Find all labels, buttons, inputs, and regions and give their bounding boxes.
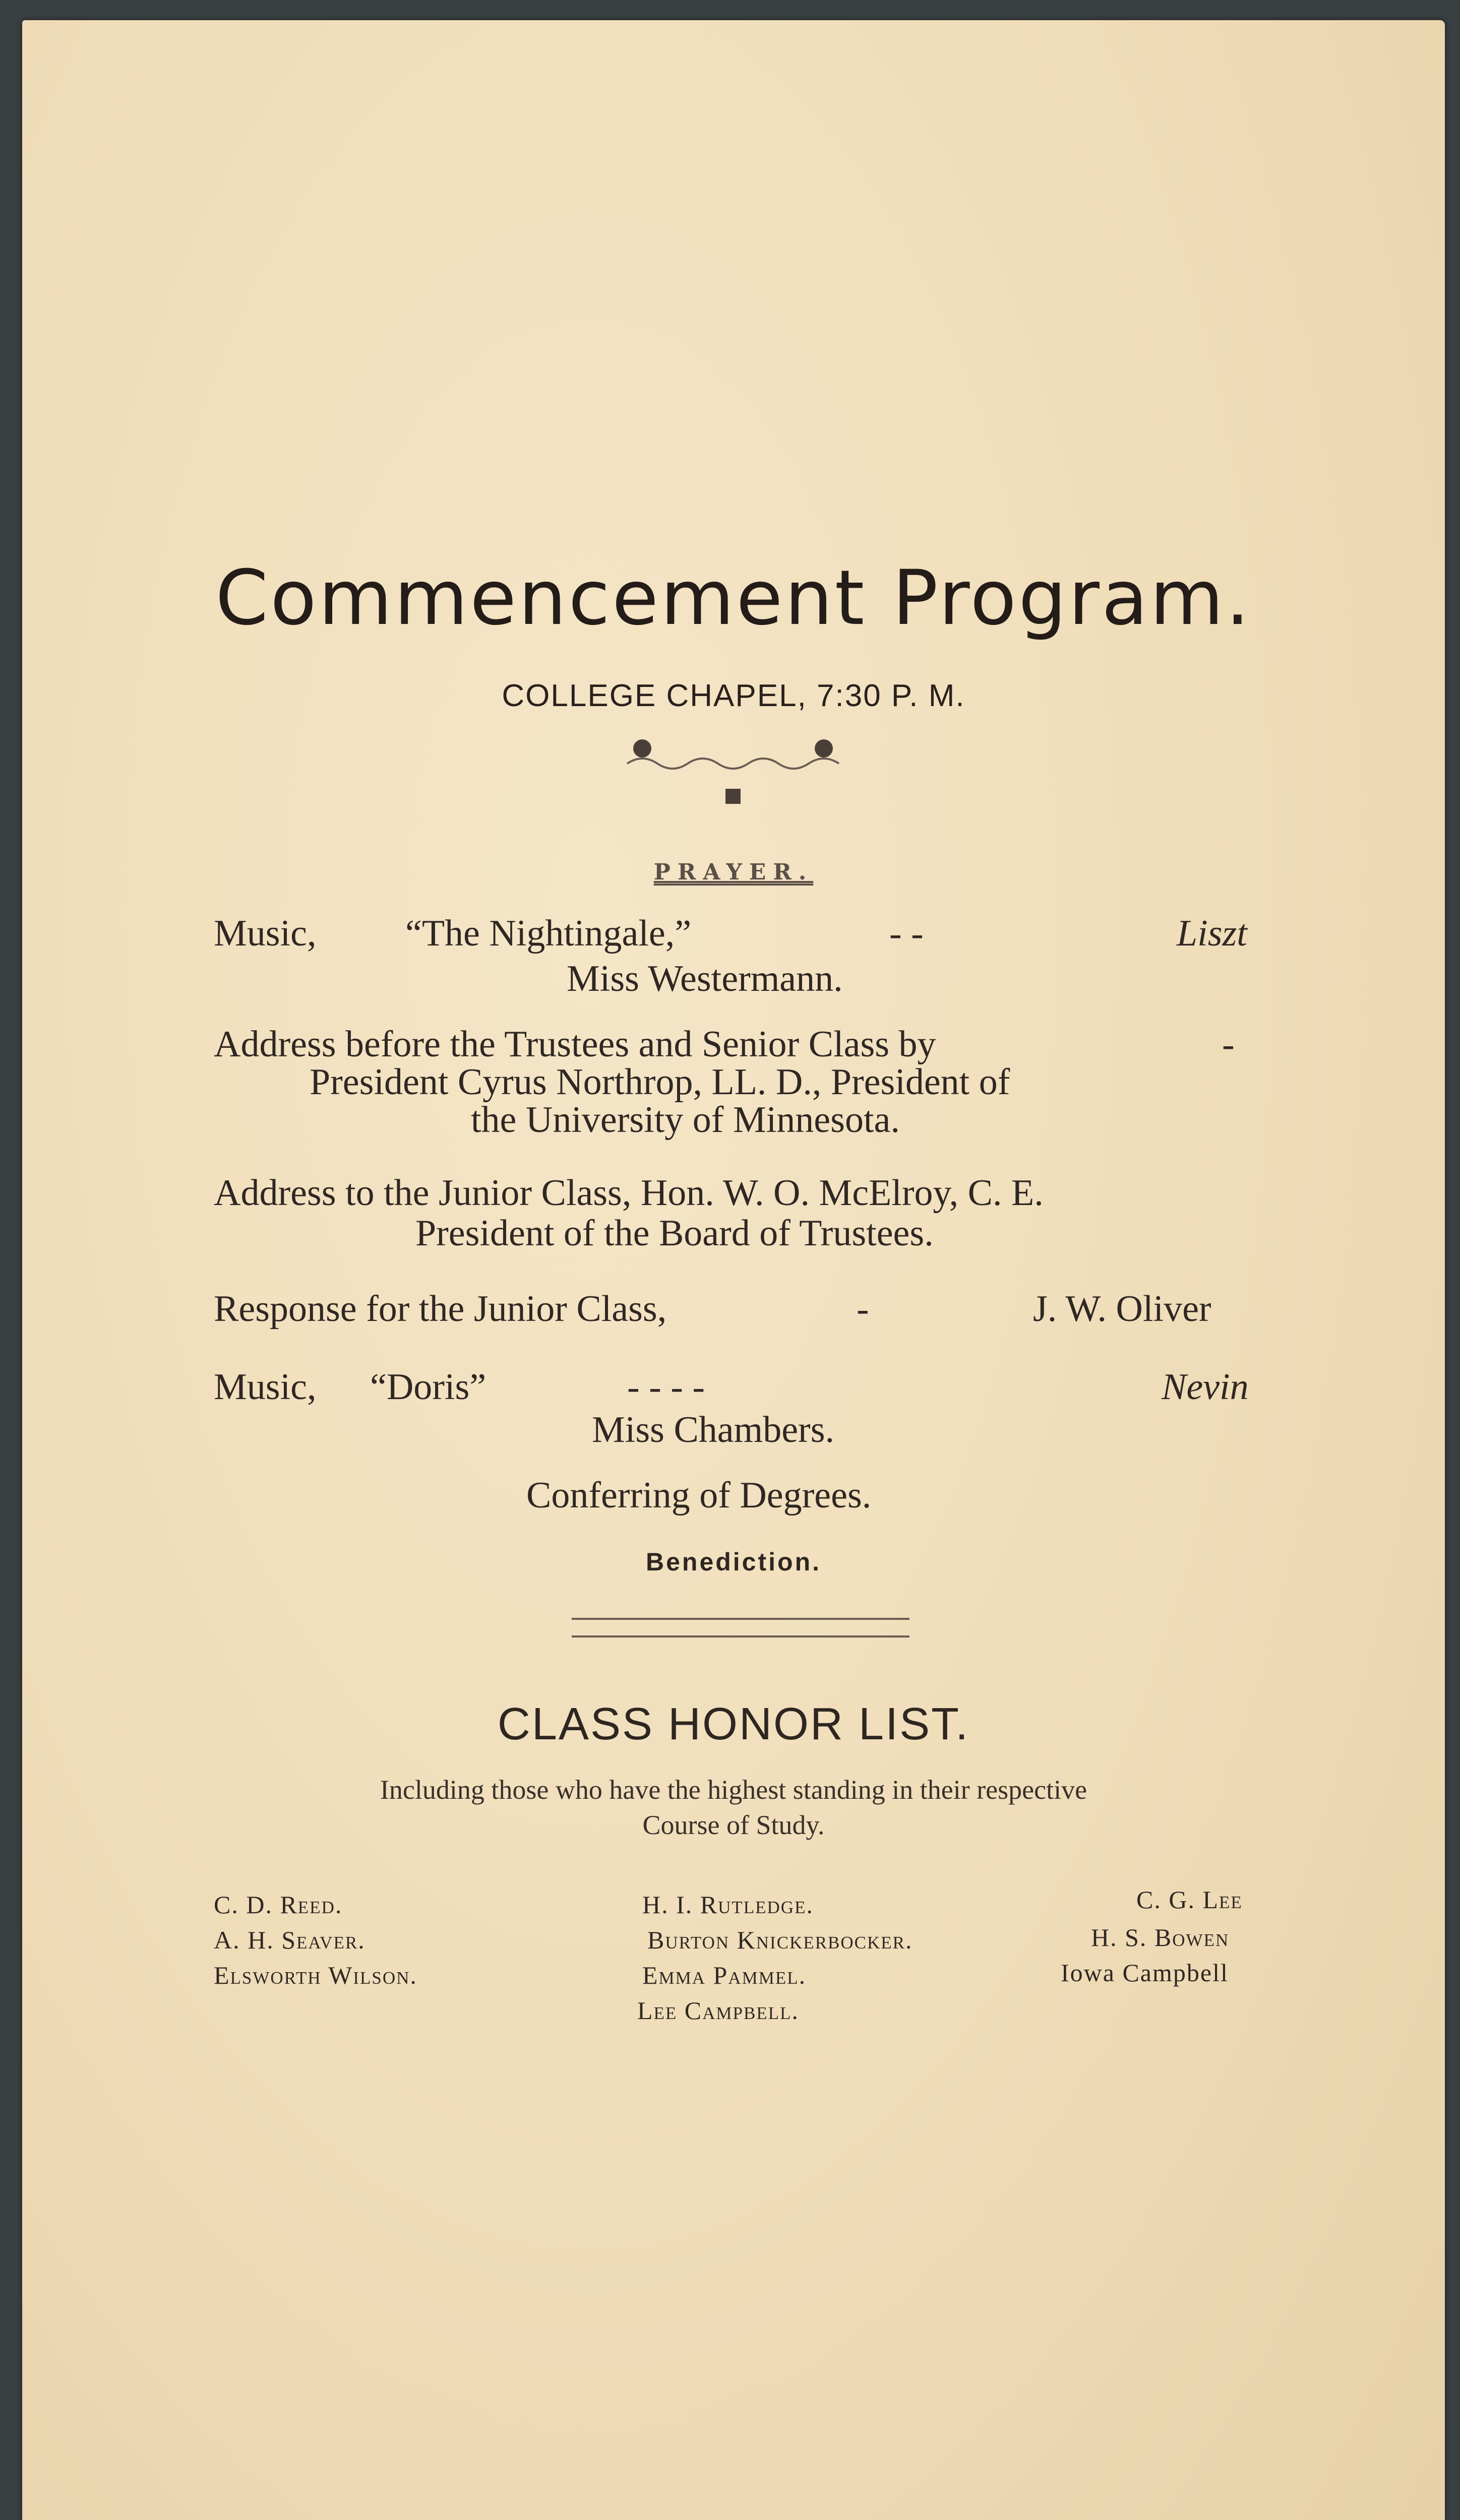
honor-name: Emma Pammel. — [642, 1961, 807, 1989]
address1-line1: Address before the Trustees and Senior Class by — [214, 1024, 936, 1065]
honor-name: H. S. Bowen — [1091, 1923, 1230, 1951]
music1-performer: Miss Westermann. — [567, 958, 843, 999]
music2-piece: “Doris” — [370, 1366, 486, 1408]
honor-name: Lee Campbell. — [637, 1996, 799, 2025]
program-title: Commencement Program. — [215, 554, 1252, 642]
divider-rule-bottom — [572, 1635, 909, 1637]
response-label: Response for the Junior Class, — [214, 1288, 667, 1330]
music2-label: Music, — [214, 1366, 317, 1408]
music1-label: Music, — [214, 913, 317, 954]
honor-name: Elsworth Wilson. — [214, 1961, 417, 1989]
address1-line3: the University of Minnesota. — [471, 1099, 900, 1141]
address2-line1: Address to the Junior Class, Hon. W. O. McElroy, C. E. — [214, 1172, 1044, 1214]
address1-line2: President Cyrus Northrop, LL. D., President of — [310, 1061, 1010, 1103]
prayer-heading: PRAYER. — [653, 859, 814, 885]
venue-time: COLLEGE CHAPEL, 7:30 P. M. — [502, 678, 965, 713]
honor-list-desc-2: Course of Study. — [642, 1810, 825, 1840]
response-speaker: J. W. Oliver — [1033, 1288, 1211, 1330]
address2-line2: President of the Board of Trustees. — [415, 1213, 934, 1254]
degrees-line: Conferring of Degrees. — [526, 1475, 872, 1516]
benediction-line: Benediction. — [645, 1548, 822, 1576]
honor-list-title: CLASS HONOR LIST. — [497, 1699, 970, 1749]
honor-list-desc-1: Including those who have the highest standing in their respective — [380, 1775, 1087, 1805]
honor-name: H. I. Rutledge. — [642, 1891, 814, 1919]
music1-dashes: - - — [889, 913, 924, 954]
response-dash: - — [857, 1288, 869, 1330]
honor-name: Iowa Campbell — [1061, 1959, 1229, 1987]
honor-name: C. D. Reed. — [214, 1891, 343, 1919]
music1-piece: “The Nightingale,” — [405, 913, 692, 954]
music2-dashes: - - - - — [627, 1366, 705, 1408]
music1-composer: Liszt — [1177, 913, 1247, 954]
divider-rule-top — [572, 1618, 909, 1620]
program-sheet — [22, 20, 1445, 2520]
honor-name: A. H. Seaver. — [214, 1926, 366, 1954]
music2-composer: Nevin — [1162, 1366, 1249, 1408]
honor-name: C. G. Lee — [1136, 1885, 1243, 1914]
ornament-icon — [622, 736, 844, 814]
music2-performer: Miss Chambers. — [592, 1409, 834, 1451]
address1-dash: - — [1222, 1024, 1235, 1065]
honor-name: Burton Knickerbocker. — [647, 1926, 913, 1954]
